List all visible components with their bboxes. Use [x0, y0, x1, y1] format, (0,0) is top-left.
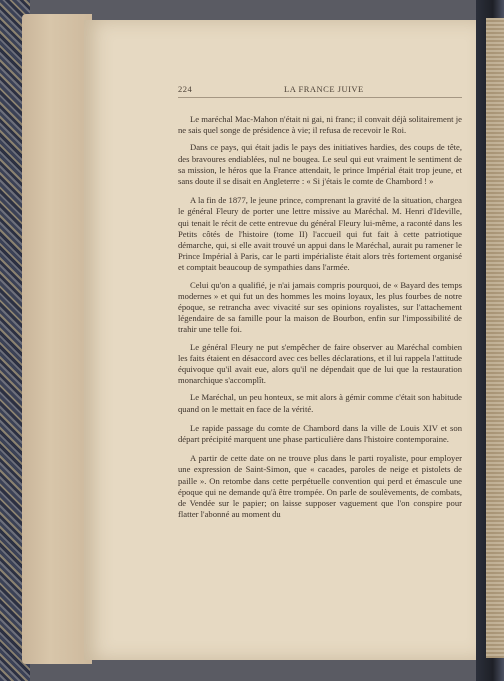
paragraph-3: A la fin de 1877, le jeune prince, comprenant la gravité de la situation, chargea le général Fleury de porter une lettre missive au Maréchal. M. Henri d'Ideville, qui tenait le récit de cette entrevue du général Fleury lui-même, a raconté dans les Petits côtés de l'histoire (tome II) l'accueil qui fut fait à cette patriotique démarche, qui, si elle avait trouvé un appui dans le Maréchal, aurait pu ramener le Prince Impérial à Paris, car le parti impérialiste était alors très fortement organisé et comptait beaucoup de sympathies dans l'armée. [178, 195, 462, 273]
paragraph-5: Le général Fleury ne put s'empêcher de faire observer au Maréchal combien les faits étaient en désaccord avec ces belles déclarations, et il lui rappela l'attitude équivoque qu'il avait eue, alors qu'il ne dépendait que de lui que la restauration monarchique s'accomplît. [178, 341, 462, 386]
running-title: LA FRANCE JUIVE [284, 84, 364, 94]
left-page-stack [22, 14, 92, 664]
paragraph-6: Le Maréchal, un peu honteux, se mit alors à gémir comme c'était son habitude quand on le mettait en face de la vérité. [178, 392, 462, 414]
paragraph-1: Le maréchal Mac-Mahon n'était ni gai, ni franc; il convait déjà solitairement je ne sais quel songe de présidence à vie; il refusa de recevoir le Roi. [178, 114, 462, 136]
body-text [178, 114, 462, 527]
paragraph-8: A partir de cette date on ne trouve plus dans le parti royaliste, pour employer une expression de Saint-Simon, que « cacades, paroles de neige et pistolets de paille ». On retombe dans cette perpétuelle convention qui perd et émascule une époque qui ne demande qu'à être trompée. On parle de soulèvements, de combats, de Vendée sur le papier; on laisse supposer vaguement que l'on conspire pour flatter l'abonné au moment du [178, 453, 462, 520]
right-page-edges [486, 18, 504, 658]
page-number: 224 [178, 84, 193, 94]
page-header [178, 84, 462, 96]
header-rule [178, 97, 462, 98]
paragraph-2: Dans ce pays, qui était jadis le pays des initiatives hardies, des coups de tête, des bravoures endiablées, nul ne bougea. Le seul qui eut vraiment le sentiment de sa mission, le héros que la France attendait, le prince Impérial était trop jeune, et sans doute il se disait en Angleterre : « Si j'étais le comte de Chambord ! » [178, 142, 462, 187]
paragraph-4: Celui qu'on a qualifié, je n'ai jamais compris pourquoi, de « Bayard des temps modernes » et qui fut un des hommes les moins loyaux, les plus fourbes de notre époque, se retrancha avec vivacité sur ses opinions royalistes, sur l'attachement légendaire de sa famille pour la maison de Bourbon, enfin sur l'impossibilité de trahir une telle foi. [178, 279, 462, 335]
paragraph-7: Le rapide passage du comte de Chambord dans la ville de Louis XIV et son départ précipité marquent une phase particulière dans l'histoire contemporaine. [178, 422, 462, 445]
